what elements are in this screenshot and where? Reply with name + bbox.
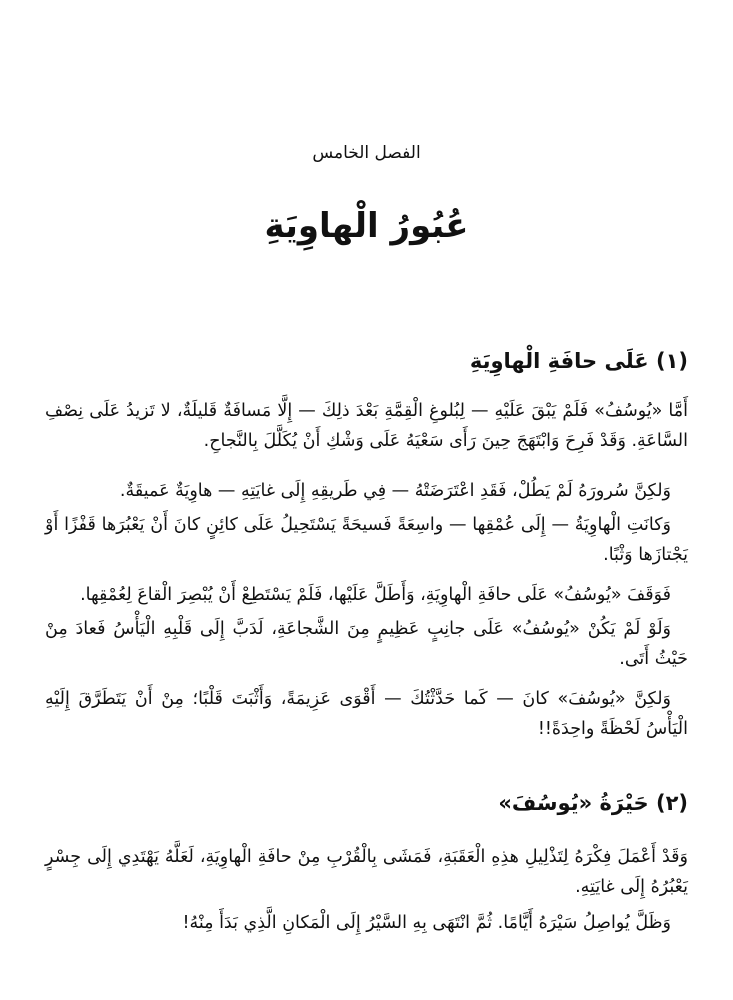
section-heading-2: (٢) حَيْرَةُ «يُوسُفَ»	[498, 791, 688, 815]
paragraph: وَكانَتِ الْهاوِيَةُ — إِلَى عُمْقِها — واسِعَةً فَسيحَةً يَسْتَحِيلُ عَلَى كائِنٍ كانَ أَنْ يَعْبُرَها قَفْزًا أَوْ يَجْتازَها وَثْبًا.	[45, 515, 688, 565]
section-heading-1: (١) عَلَى حافَةِ الْهاوِيَةِ	[469, 349, 688, 373]
paragraph: وَلكِنَّ سُرورَهُ لَمْ يَطُلْ، فَقَدِ اعْتَرَضَتْهُ — فِي طَريقِهِ إِلَى غايَتِهِ — هاوِيَةٌ عَميقَةٌ.	[119, 481, 671, 501]
paragraph: أَمَّا «يُوسُفُ» فَلَمْ يَبْقَ عَلَيْهِ — لِبُلوغِ الْقِمَّةِ بَعْدَ ذلِكَ — إِلَّا مَسافَةٌ قَليلَةٌ، لا تَزيدُ عَلَى نِصْفِ السَّاعَةِ. وَقَدْ فَرِحَ وَابْتَهَجَ حِينَ رَأَى سَعْيَهُ عَلَى وَشْكِ أَنْ يُكَلَّلَ بِالنَّجاحِ.	[45, 401, 688, 451]
chapter-title: عُبُورُ الْهاوِيَةِ	[264, 206, 469, 246]
chapter-label: الفصل الخامس	[312, 143, 421, 163]
paragraph: وَلكِنَّ «يُوسُفَ» كانَ — كَما حَدَّثْتُكَ — أَقْوَى عَزِيمَةً، وَأَثْبَتَ قَلْبًا؛ مِنْ أَنْ يَتَطَرَّقَ إِلَيْهِ الْيَأْسُ لَحْظَةً واحِدَةً!!	[45, 689, 688, 739]
paragraph: فَوَقَفَ «يُوسُفُ» عَلَى حافَةِ الْهاوِيَةِ، وَأَطَلَّ عَلَيْها، فَلَمْ يَسْتَطِعْ أَنْ يُبْصِرَ الْقاعَ لِعُمْقِها.	[80, 585, 671, 605]
paragraph: وَلَوْ لَمْ يَكُنْ «يُوسُفُ» عَلَى جانِبٍ عَظِيمٍ مِنَ الشَّجاعَةِ، لَدَبَّ إِلَى قَلْبِهِ الْيَأْسُ فَعادَ مِنْ حَيْثُ أَتَى.	[45, 619, 688, 669]
paragraph: وَقَدْ أَعْمَلَ فِكْرَهُ لِتَذْلِيلِ هذِهِ الْعَقَبَةِ، فَمَشَى بِالْقُرْبِ مِنْ حافَةِ الْهاوِيَةِ، لَعَلَّهُ يَهْتَدِي إِلَى جِسْرٍ يَعْبُرُهُ إِلَى غايَتِهِ.	[45, 847, 688, 897]
paragraph: وَظَلَّ يُواصِلُ سَيْرَهُ أَيَّامًا. ثُمَّ انْتَهَى بِهِ السَّيْرُ إِلَى الْمَكانِ الَّذِي بَدَأَ مِنْهُ!	[182, 913, 671, 933]
